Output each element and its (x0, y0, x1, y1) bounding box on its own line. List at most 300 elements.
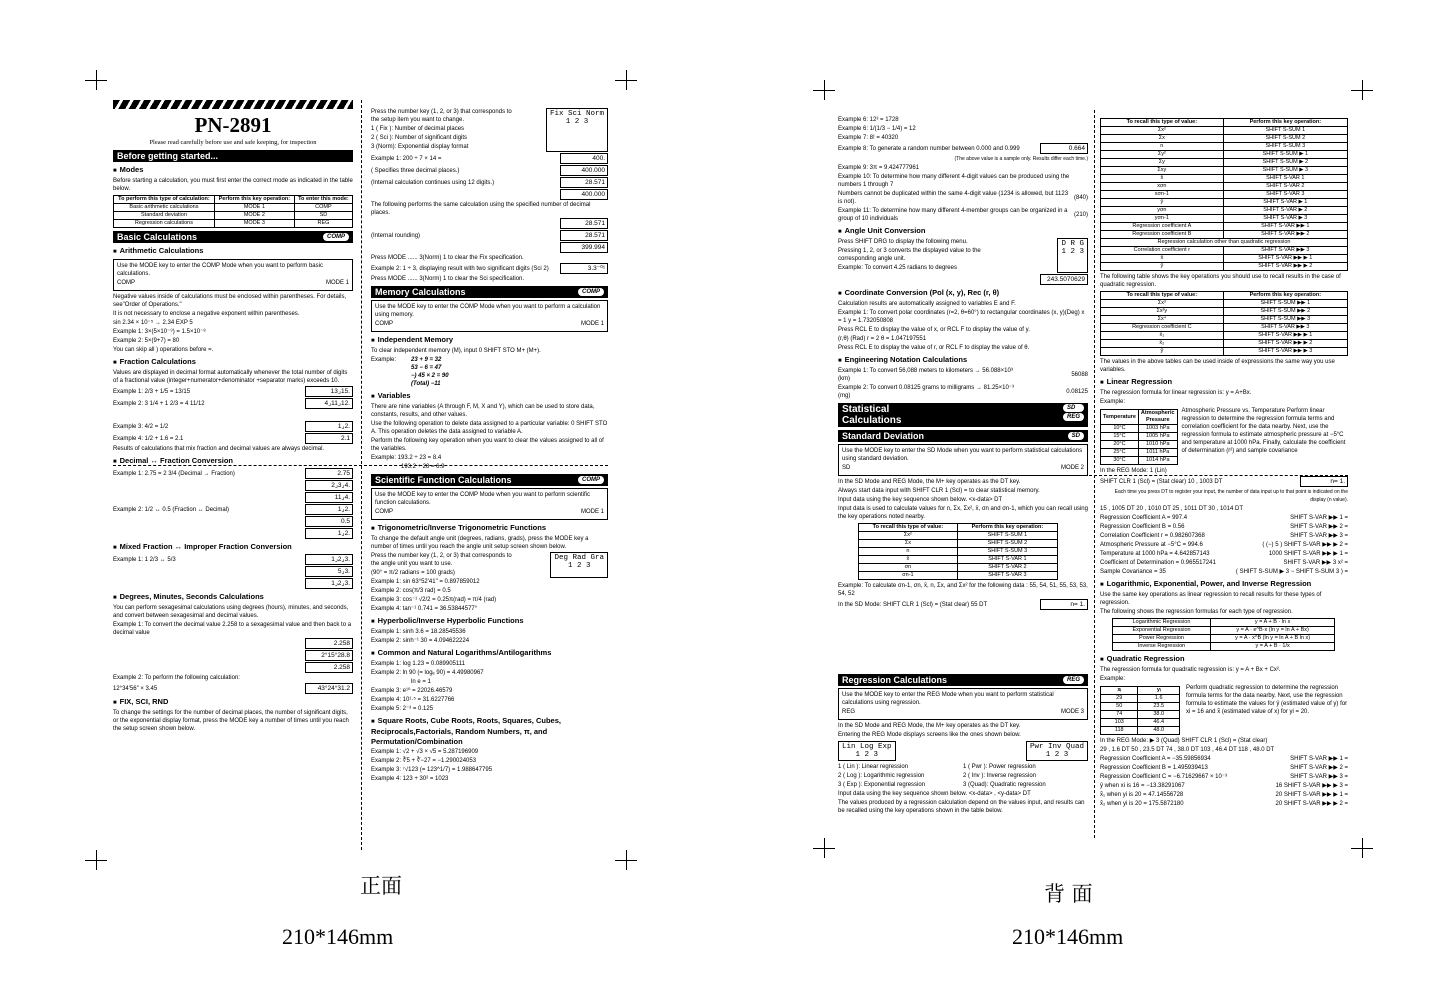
table-cell: Regression calculation other than quadratic regression (1101, 239, 1348, 247)
table-row (1101, 332, 1348, 340)
result-row: Regression Coefficient B = 0.56 SHIFT S-VAR ▶▶ 2 = (1100, 524, 1348, 530)
reg-mode-screens (838, 741, 1088, 761)
table-cell: yσn (1101, 207, 1224, 215)
example-row: Example 1: 200 ÷ 7 × 14 = 400. (371, 153, 608, 164)
example-row: 243.5070629 (838, 274, 1088, 285)
table-cell: ŷ (1101, 348, 1224, 356)
example-line: Example 2: To perform the following calculation: (113, 675, 240, 681)
table-cell: y = A + B · ln x (1211, 619, 1335, 627)
modes-table (113, 195, 353, 228)
example-line: Example 2: ln 90 (= logₑ 90) = 4.49980967 (371, 670, 484, 676)
table-cell: 46.4 (1138, 719, 1180, 727)
table-cell: 25°C (1101, 449, 1139, 457)
result-row: x̂₂ when yi is 20 = 175.5872180 20 SHIFT S-VAR ▶▶ ▶ 2 = (1100, 801, 1348, 807)
table-cell: SHIFT S-VAR 3 (957, 572, 1057, 580)
linear-data-table (1100, 409, 1178, 465)
example-row: 11⌟4. (113, 492, 353, 503)
example-row: 0.5 (113, 516, 353, 527)
table-row (1101, 143, 1348, 151)
table-row (1101, 175, 1348, 183)
table-cell: SHIFT S-VAR ▶ 3 (1223, 215, 1347, 223)
note: It is not necessary to enclose a negative exponent within parentheses. (113, 311, 300, 317)
table-row (1101, 119, 1348, 127)
table-cell: Correlation coefficient r (1101, 247, 1224, 255)
example-row: Example 11: To determine how many different 4-member groups can be organized in a group of 10 individuals (210) (838, 208, 1088, 222)
table-cell: Σx (859, 540, 958, 548)
table-cell: 74 (1101, 711, 1138, 719)
result-row: x̂₁ when yi is 20 = 47.14556728 20 SHIFT S-VAR ▶▶ ▶ 1 = (1100, 792, 1348, 798)
mode-screen: Lin Log Exp 1 2 3 (838, 741, 896, 761)
fold-line (1094, 110, 1095, 838)
example-row: 2.258 (113, 638, 353, 649)
table-cell: 38.0 (1138, 711, 1180, 719)
table-cell: To recall this type of value: (1101, 119, 1224, 127)
example-line: Example 3: e¹⁰ = 22026.46579 (371, 688, 453, 694)
crop-mark (85, 80, 107, 81)
table-cell: Perform this key operation: (214, 196, 294, 204)
table-cell: y = A + B · 1/x (1211, 643, 1335, 651)
note: Press MODE ...... 3(Norm) 1 to clear the Fix specification. (371, 255, 524, 261)
example-line: Example 1: 3×(5×10⁻⁹) = 1.5×10⁻⁸ (113, 329, 206, 335)
fold-line (361, 100, 362, 850)
result-row: Regression Coefficient A = −35.59856934 SHIFT S-VAR ▶▶ 1 = (1100, 756, 1348, 762)
note: The regression formula for quadratic regression is: y = A + Bx + Cx². (1100, 667, 1281, 673)
table-cell: Σy (1101, 159, 1224, 167)
note: Input data is used to calculate values for n, Σx, Σx², x̄, σn and σn-1, which you can recall using the key operations noted nearby. (838, 506, 1088, 520)
table-cell: 10°C (1101, 425, 1139, 433)
table-row (1101, 199, 1348, 207)
result-row: Temperature at 1000 hPa = 4.642857143 1000 SHIFT S-VAR ▶▶ ▶ 1 = (1100, 551, 1348, 557)
table-cell: SHIFT S-SUM ▶ 3 (1223, 167, 1347, 175)
example-line: Example 2: sinh⁻¹ 30 = 4.094622224 (371, 638, 470, 644)
example-line: Example 10: To determine how many different 4-digit values can be produced using the numbers 1 through 7 (838, 174, 1070, 188)
note: Input data using the key sequence shown below. <x-data> , <y-data> DT (838, 791, 1031, 797)
example-row: Example 3: 4/2 = 1/2 1⌟2. (113, 421, 353, 432)
note: Each time you press DT to register your input, the number of data input up to that point is indicated on the display (n value). (1114, 489, 1348, 503)
table-row (1101, 231, 1348, 239)
table-cell: 30°C (1101, 457, 1139, 465)
memory-box: Use the MODE key to enter the COMP Mode when you want to perform a calculation using memory. COMP MODE 1 (371, 300, 608, 332)
quad-recall-table (1100, 291, 1348, 356)
table-cell: COMP (294, 204, 352, 212)
fraction-text: Values are displayed in decimal format automatically whenever the total number of digits of a fractional value (integer+numerator+denominator +separator marks) exceeds 10. (113, 370, 348, 384)
table-row (1101, 159, 1348, 167)
fix-setup: Press the number key (1, 2, or 3) that corresponds to the setup item you want to change. 1 ( Fix ): Number of decimal places 2 ( Sci ): Number of significant digits 3 (Norm): Exponential display format Fix Sci Norm 1 2 3 (371, 108, 608, 152)
table-cell: σn-1 (859, 572, 958, 580)
table-cell: SHIFT S-VAR ▶▶ ▶ 3 (1223, 348, 1347, 356)
table-cell: Inverse Regression (1113, 643, 1211, 651)
indep-heading: ■ Independent Memory (371, 335, 608, 346)
table-cell: To recall this type of value: (859, 524, 958, 532)
result-row: Atmospheric Pressure at −5°C = 994.6 ( (−) 5 ) SHIFT S-VAR ▶▶ ▶ 2 = (1100, 542, 1348, 548)
table-row (1101, 308, 1348, 316)
note: Press MODE ...... 3(Norm) 1 to clear the Sci specification. (371, 276, 525, 282)
example-line: In the REG Mode: ▶ 3 (Quad) SHIFT CLR 1 (Scl) = (Stat clear) (1100, 738, 1268, 744)
example-row: Numbers cannot be duplicated within the same 4-digit value (1234 is allowed, but 1123 is not). (840) (838, 191, 1088, 205)
result-row: Sample Covariance = 35 ( SHIFT S-SUM ▶ 3 − SHIFT S-SUM 3 ) = (1100, 569, 1348, 575)
note: The values produced by a regression calculation depend on the values input, and results can be recalled using the key operations shown in the table below. (838, 800, 1085, 814)
note: Negative values inside of calculations must be enclosed within parentheses. For details, see"Order of Operations." (113, 294, 347, 308)
table-row (859, 524, 1058, 532)
table-cell: SHIFT S-VAR 3 (1223, 191, 1347, 199)
note: The following performs the same calculation using the specified number of decimal places. (371, 202, 591, 216)
quad-heading: ■ Quadratic Regression (1100, 654, 1348, 665)
result-row: Regression Coefficient B = 1.495939413 SHIFT S-VAR ▶▶ 2 = (1100, 765, 1348, 771)
note: In the SD Mode and REG Mode, the M+ key operates as the DT key. (838, 723, 1021, 729)
table-row (1101, 151, 1348, 159)
example-row: Example 2: 1 ÷ 3, displaying result with two significant digits (Sci 2) 3.3⁻⁰¹ (371, 263, 608, 274)
crop-mark (813, 90, 835, 91)
table-cell: Regression coefficient C (1101, 324, 1224, 332)
front-left-column (113, 100, 353, 850)
table-row (1101, 433, 1178, 441)
table-row (859, 564, 1058, 572)
example-line: In the REG Mode: 1 (Lin) (1100, 468, 1167, 474)
dms-text: You can perform sexagesimal calculations using degrees (hours), minutes, and seconds, and convert between sexagesimal and decimal values. (113, 605, 349, 619)
table-cell: SHIFT S-SUM 2 (957, 540, 1057, 548)
example-line: Example 4: 123 + 30² = 1023 (371, 776, 449, 782)
note: You can skip all ) operations before =. (113, 347, 214, 353)
back-sheet (838, 110, 1348, 838)
table-row (1101, 239, 1348, 247)
dms-heading: ■ Degrees, Minutes, Seconds Calculations (113, 592, 353, 603)
crop-mark (85, 860, 107, 861)
example-row: SHIFT CLR 1 (Scl) = (Stat clear) 10 , 1003 DT n= 1. (1100, 476, 1348, 487)
example-line: Example 4: tan⁻¹ 0.741 = 36.53844577° (371, 606, 478, 612)
table-cell: ŷ (1101, 263, 1224, 271)
table-cell: REG (294, 220, 352, 228)
table-row (1101, 183, 1348, 191)
log-heading: ■ Common and Natural Logarithms/Antilogarithms (371, 648, 608, 659)
example-row: Example 4: 1/2 + 1.6 = 2.1 2.1 (113, 433, 353, 444)
table-cell: SHIFT S-SUM 3 (957, 548, 1057, 556)
example-row: 5⌟3. (113, 566, 353, 577)
result-row: Correlation Coefficient r = 0.982607368 SHIFT S-VAR ▶▶ 3 = (1100, 533, 1348, 539)
table-row (859, 548, 1058, 556)
example-line: Example 4: 10¹·⁵ = 31.6227766 (371, 697, 455, 703)
sd-box: Use the MODE key to enter the SD Mode when you want to perform statistical calculations using standard deviation. SD MODE 2 (838, 444, 1088, 476)
table-cell: SHIFT S-SUM ▶▶ 3 (1223, 316, 1347, 324)
table-cell: To recall this type of value: (1101, 292, 1224, 300)
example-line: ln e = 1 (411, 679, 431, 685)
note: Use the following operation to delete data assigned to a particular variable: 0 SHIFT STO A. This operation deletes the data assigned to variable A. (371, 421, 608, 435)
table-cell: Σx² (859, 532, 958, 540)
decfrac-heading: ■ Decimal ↔ Fraction Conversion (113, 456, 353, 467)
subtitle: Please read carefully before use and safe keeping, for inspection (149, 139, 317, 146)
table-cell: 1003 hPa (1138, 425, 1177, 433)
table-row (1101, 340, 1348, 348)
sd-recall-table (858, 523, 1058, 580)
table-cell: MODE 2 (214, 212, 294, 220)
table-row (114, 196, 353, 204)
table-row (1101, 348, 1348, 356)
table-cell: 118 (1101, 727, 1138, 735)
recall-table (1100, 118, 1348, 271)
example-row: In the SD Mode: SHIFT CLR 1 (Scl) = (Stat clear) 55 DT n= 1. (838, 599, 1088, 610)
table-cell: n (859, 548, 958, 556)
table-row (1101, 215, 1348, 223)
memory-example: Example: 23 + 9 = 32 53 − 6 = 47 −) 45 × 2 = 90 (Total) −11 (371, 357, 449, 387)
example-line: 15 , 1005 DT 20 , 1010 DT 25 , 1011 DT 30 , 1014 DT (1100, 506, 1243, 512)
hyp-heading: ■ Hyperbolic/Inverse Hyperbolic Functions (371, 616, 608, 627)
table-row (1101, 263, 1348, 271)
example-line: Example 1: √2 + √3 × √5 = 5.287196909 (371, 749, 479, 755)
table-cell: 1010 hPa (1138, 441, 1177, 449)
table-row (1101, 441, 1178, 449)
note: Press RCL E to display the value of r, or RCL F to display the value of θ. (838, 345, 1030, 351)
example-row: 2°15°28.8 (113, 650, 353, 661)
reg-box: Use the MODE key to enter the REG Mode when you want to perform statistical calculations using regression. REG MODE 3 (838, 688, 1088, 720)
example-line: Example 6: 12³ = 1728 (838, 117, 899, 123)
table-row (1101, 127, 1348, 135)
example-row: ( Specifies three decimal places.) 400.000 (371, 165, 608, 176)
table-row (114, 212, 353, 220)
example-row: 400.000 (371, 189, 608, 200)
example-line: Example 7: 8! = 40320 (838, 135, 899, 141)
table-cell: SHIFT S-SUM ▶ 2 (1223, 159, 1347, 167)
example-row: (Internal calculation continues using 12 digits.) 28.571 (371, 177, 608, 188)
table-cell: 1.6 (1138, 695, 1180, 703)
table-cell: SHIFT S-SUM 3 (1223, 143, 1347, 151)
table-row (1101, 255, 1348, 263)
table-cell: y = A · e^B·x (ln y = ln A + Bx) (1211, 627, 1335, 635)
modes-heading: ■ Modes (113, 165, 353, 176)
note: Perform the following key operation when you want to clear the values assigned to all of the variables. (371, 438, 604, 452)
example-line: Example: To calculate σn-1, σn, x̄, n, Σx, and Σx² for the following data : 55, 54, 51, 55, 53, 53, 54, 52 (838, 583, 1088, 597)
crop-mark (615, 80, 637, 81)
table-cell: 48.0 (1138, 727, 1180, 735)
table-row (1101, 457, 1178, 465)
section-basic: Basic Calculations COMP (113, 231, 353, 243)
table-cell: Σx³ (1101, 300, 1224, 308)
table-row (1101, 324, 1348, 332)
table-cell: xσn-1 (1101, 191, 1224, 199)
table-cell: n (1101, 143, 1224, 151)
formula-table (1112, 618, 1335, 651)
note: (The above value is a sample only. Results differ each time.) (954, 156, 1088, 162)
example-row: Example 2: 3 1/4 + 1 2/3 = 4 11/12 4⌟11⌟12. (113, 398, 353, 409)
result-row: Coefficient of Determination = 0.965517241 SHIFT S-VAR ▶▶ 3 x² = (1100, 560, 1348, 566)
section-statistical: Statistical Calculations SD REG (838, 403, 1088, 427)
table-cell: SHIFT S-VAR 1 (957, 556, 1057, 564)
front-caption: 正面 (360, 874, 402, 898)
section-before: Before getting started... (113, 150, 353, 162)
example-line: Example 1: log 1.23 = 0.089905111 (371, 661, 466, 667)
table-cell: Exponential Regression (1113, 627, 1211, 635)
example-line: Example: (1100, 676, 1126, 682)
table-row (1113, 619, 1335, 627)
back-caption: 背 面 (1044, 882, 1093, 906)
table-row (1101, 449, 1178, 457)
note: To clear independent memory (M), input 0 SHIFT STO M+ (M+). (371, 348, 541, 354)
table-cell: yᵢ (1138, 687, 1180, 695)
example-line: Example 1: sinh 3.6 = 18.28545536 (371, 629, 466, 635)
example-row: 2.258 (113, 662, 353, 673)
note: Press RCL E to display the value of x, or RCL F to display the value of y. (838, 327, 1030, 333)
table-cell: yσn-1 (1101, 215, 1224, 223)
table-cell: x̂ (1101, 255, 1224, 263)
note: Entering the REG Mode displays screens like the ones shown below. (838, 732, 1021, 738)
table-cell: SD (294, 212, 352, 220)
result-row: Regression Coefficient C = −6.71629667 × 10⁻³ SHIFT S-VAR ▶▶ 3 = (1100, 774, 1348, 780)
table-cell: To perform this type of calculation: (114, 196, 215, 204)
table-cell: Perform this key operation: (1223, 119, 1347, 127)
example-line: 193.2 ÷ 28 = 6.9 (401, 464, 445, 470)
table-cell: x̄ (859, 556, 958, 564)
reg-types: 1 ( Lin ): Linear regression 1 ( Pwr ): Power regression 2 ( Log ): Logarithmic regression 2 ( Inv ): Inverse regression 3 ( Exp ): Exponential regression 3 (Quad): Quadratic regression (838, 764, 1046, 788)
table-row (114, 204, 353, 212)
example-line: Example 1: To convert the decimal value 2.258 to a sexagesimal value and then back to a decimal value (113, 622, 352, 636)
note: The values in the above tables can be used inside of expressions the same way you use variables. (1100, 359, 1335, 373)
note: Always start data input with SHIFT CLR 1 (Scl) = to clear statistical memory. (838, 488, 1040, 494)
table-cell: 23.5 (1138, 703, 1180, 711)
table-row (859, 572, 1058, 580)
table-cell: 50 (1101, 703, 1138, 711)
modes-text: Before starting a calculation, you must first enter the correct mode as indicated in the table below. (113, 178, 353, 192)
back-left-column (838, 110, 1088, 838)
back-dimensions: 210*146mm (1012, 924, 1124, 949)
table-cell: SHIFT S-VAR ▶▶ ▶ 1 (1223, 332, 1347, 340)
note: In the SD Mode and REG Mode, the M+ key operates as the DT key. (838, 479, 1021, 485)
crop-mark (1351, 848, 1373, 849)
table-row (1101, 135, 1348, 143)
example-line: 29 , 1.6 DT 50 , 23.5 DT 74 , 38.0 DT 103 , 46.4 DT 118 , 48.0 DT (1100, 747, 1275, 753)
table-cell: Σx² (1101, 127, 1224, 135)
example-row: Example 2: To convert 0.08125 grams to milligrams → 81.25×10⁻³ (mg) 0.08125 (838, 385, 1088, 399)
table-cell: 20°C (1101, 441, 1139, 449)
table-cell: SHIFT S-VAR ▶▶ ▶ 1 (1223, 255, 1347, 263)
table-cell: SHIFT S-VAR 2 (1223, 183, 1347, 191)
mixfrac-heading: ■ Mixed Fraction ↔ Improper Fraction Conversion (113, 542, 353, 553)
table-cell: x̂₂ (1101, 340, 1224, 348)
table-row (1113, 643, 1335, 651)
table-cell: 1011 hPa (1138, 449, 1177, 457)
table-cell: x̄ (1101, 175, 1224, 183)
mode-screen: Fix Sci Norm 1 2 3 (546, 108, 608, 152)
product-title: PN-2891 (194, 113, 272, 137)
example-row: Example 8: To generate a random number between 0.000 and 0.999 0.664 (838, 143, 1088, 154)
fix-heading: ■ FIX, SCI, RND (113, 697, 353, 708)
mode-screen: D R G 1 2 3 (1057, 238, 1088, 273)
table-cell: SHIFT S-SUM 2 (1223, 135, 1347, 143)
angle-heading: ■ Angle Unit Conversion (838, 226, 1088, 237)
table-row (1101, 223, 1348, 231)
trig-heading: ■ Trigonometric/Inverse Trigonometric Functions (371, 523, 608, 534)
table-row (1101, 167, 1348, 175)
variables-heading: ■ Variables (371, 391, 608, 402)
result-row: ŷ when xi is 16 = −13.38291067 16 SHIFT S-VAR ▶▶ ▶ 3 = (1100, 783, 1348, 789)
result-row: Regression Coefficient A = 997.4 SHIFT S-VAR ▶▶ 1 = (1100, 515, 1348, 521)
table-row (1101, 703, 1180, 711)
table-cell: SHIFT S-SUM 1 (957, 532, 1057, 540)
front-sheet (113, 100, 608, 850)
roots-heading: ■ Square Roots, Cube Roots, Roots, Squares, Cubes, Reciprocals,Factorials, Random Numbers, π, and Permutation/Combination (371, 716, 608, 747)
example-line: Example 3: cos⁻¹ √2/2 = 0.25π(rad) = π/4 (rad) (371, 597, 497, 603)
table-cell: Σx⁴ (1101, 316, 1224, 324)
table-cell: SHIFT S-VAR ▶▶ 1 (1223, 223, 1347, 231)
header-stripe (113, 100, 353, 109)
example-row: 12°34'56" × 3.45 43°24°31.2 (113, 683, 353, 694)
table-cell: Regression coefficient B (1101, 231, 1224, 239)
table-cell: Perform this key operation: (957, 524, 1057, 532)
table-cell: 15°C (1101, 433, 1139, 441)
note: Input data using the key sequence shown below. <x-data> DT (838, 497, 1003, 503)
table-cell: Regression coefficient A (1101, 223, 1224, 231)
example-row: (Internal rounding) 28.571 (371, 230, 608, 241)
table-cell: SHIFT S-SUM ▶▶ 1 (1223, 300, 1347, 308)
example-row: 28.571 (371, 218, 608, 229)
example-line: Example 5: 2⁻³ = 0.125 (371, 706, 434, 712)
angle-setup: Press the number key (1, 2, or 3) that corresponds to the angle unit you want to use. (90° = π/2 radians = 100 grads) Deg Rad Gra 1 2 3 (371, 552, 608, 578)
note: Use the same key operations as linear regression to recall results for these types of regression. (1100, 592, 1322, 606)
note: Results of calculations that mix fraction and decimal values are always decimal. (113, 446, 325, 452)
note: Calculation results are automatically assigned to variables E and F. (838, 301, 1016, 307)
table-cell: 29 (1101, 695, 1138, 703)
table-row (859, 532, 1058, 540)
table-row (859, 540, 1058, 548)
sci-box: Use the MODE key to enter the COMP Mode when you want to perform scientific function calculations. COMP MODE 1 (371, 488, 608, 520)
quad-example: xᵢ yᵢ 29 1.6 50 23.5 74 38.0 103 46.4 118 48.0 Perform quadratic regression to determine the regression formula terms for the data nearby. Next, use the regression formula to estimate the values for ŷ (estimated value of y) for xi = 16 and x̂ (estimated value of x) for yi = 20. (1100, 684, 1348, 737)
table-row (859, 556, 1058, 564)
mode-screen: Deg Rad Gra 1 2 3 (550, 552, 608, 578)
logexp-heading: ■ Logarithmic, Exponential, Power, and Inverse Regression (1100, 579, 1348, 590)
table-cell: SHIFT S-VAR ▶ 1 (1223, 199, 1347, 207)
example-line: Example: (1100, 399, 1126, 405)
section-regression: Regression Calculations REG (838, 674, 1088, 686)
table-row (1101, 425, 1178, 433)
table-row (1101, 292, 1348, 300)
table-cell: xσn (1101, 183, 1224, 191)
mode-screen: Pwr Inv Quad 1 2 3 (1026, 741, 1088, 761)
table-cell: 1005 hPa (1138, 433, 1177, 441)
angle-setup: Press SHIFT DRG to display the following menu. Pressing 1, 2, or 3 converts the displayed value to the corresponding angle unit. Example: To convert 4.25 radians to degrees D R G 1 2 3 (838, 238, 1088, 273)
example-line: Example 3: ⁷√123 (= 123^1/7) = 1.988647795 (371, 767, 493, 773)
table-row (1101, 687, 1180, 695)
note: (r,θ) (Rad) r = 2 θ = 1.047197551 (838, 336, 927, 342)
table-cell: Power Regression (1113, 635, 1211, 643)
table-row (1101, 316, 1348, 324)
note: The regression formula for linear regression is: y = A+Bx. (1100, 390, 1252, 396)
table-cell: SHIFT S-VAR 2 (957, 564, 1057, 572)
table-row (1101, 247, 1348, 255)
table-cell: SHIFT S-VAR 1 (1223, 175, 1347, 183)
section-scientific: Scientific Function Calculations COMP (371, 474, 608, 486)
table-cell: Regression calculations (114, 220, 215, 228)
fraction-heading: ■ Fraction Calculations (113, 357, 353, 368)
note: To change the default angle unit (degrees, radians, grads), press the MODE key a number of times until you reach the angle unit setup screen shown below. (371, 536, 589, 550)
table-row (1101, 191, 1348, 199)
eng-heading: ■ Engineering Notation Calculations (838, 355, 1088, 366)
table-cell: ȳ (1101, 199, 1224, 207)
example-row: 2⌟3⌟4. (113, 480, 353, 491)
table-cell: SHIFT S-VAR ▶▶ 2 (1223, 231, 1347, 239)
note: The following shows the regression formulas for each type of regression. (1100, 609, 1293, 615)
coord-heading: ■ Coordinate Conversion (Pol (x, y), Rec (r, θ) (838, 288, 1088, 299)
table-cell: Atmospheric Pressure (1138, 410, 1177, 425)
example-line: Example 1: sin 63°52'41" = 0.897859012 (371, 579, 480, 585)
table-cell: Basic arithmetic calculations (114, 204, 215, 212)
table-cell: Perform this key operation: (1223, 292, 1347, 300)
table-cell: Standard deviation (114, 212, 215, 220)
crop-mark (615, 860, 637, 861)
example-line: Example 2: ∛5 + ∛−27 = −1.290024053 (371, 758, 477, 764)
crop-mark (813, 848, 835, 849)
table-cell: SHIFT S-SUM ▶▶ 2 (1223, 308, 1347, 316)
back-right-column (1100, 110, 1348, 838)
table-cell: 103 (1101, 719, 1138, 727)
table-row (1101, 695, 1180, 703)
table-row (1101, 711, 1180, 719)
